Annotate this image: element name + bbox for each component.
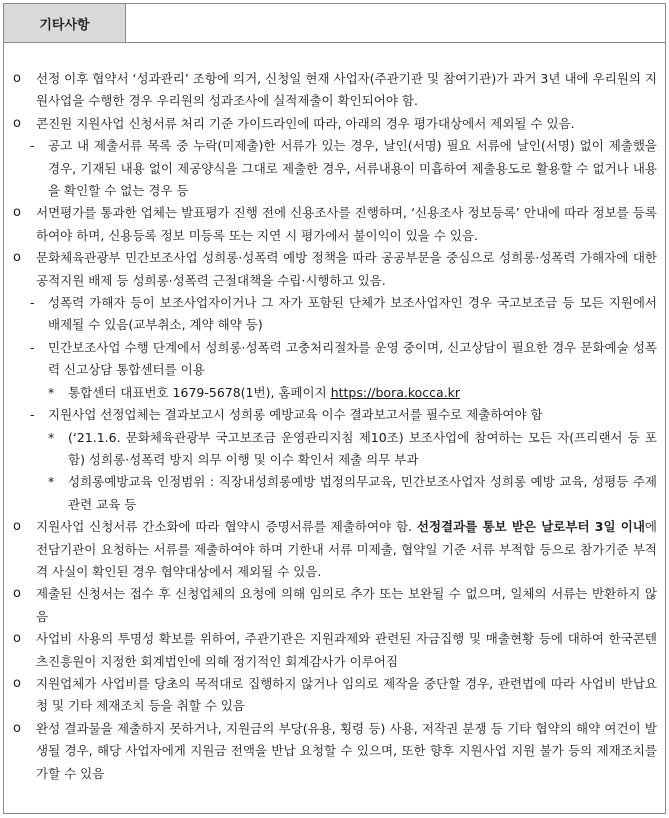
- item-text: 제출된 신청서는 접수 후 신청업체의 요청에 의해 임의로 추가 또는 보완될 수 없으며, 일체의 서류는 반환하지 않음: [36, 586, 657, 624]
- circle-bullet-icon: o: [13, 250, 21, 266]
- note-text: 통합센터 대표번호 1679-5678(1번), 홈페이지: [68, 384, 331, 400]
- item-text: 지원사업 신청서류 간소화에 따라 협약시 증명서류를 제출하여야 함.: [36, 519, 417, 535]
- item-text: 서면평가를 통과한 업체는 발표평가 진행 전에 신용조사를 진행하며, ‘신용조사 정보등록’ 안내에 따라 정보를 등록하여야 하며, 신용등록 정보 미등록 또는 지연 시 평가에서 불이익이 있을 수 있음.: [36, 205, 657, 243]
- list-item: [10, 628, 657, 673]
- item-text: 선정 이후 협약서 ‘성과관리’ 조항에 의거, 신청일 현재 사업자(주관기관 및 참여기관)가 과거 3년 내에 우리원의 지원사업을 수행한 경우 우리원의 성과조사에 실적제출이 확인되어야 함.: [36, 71, 657, 109]
- circle-bullet-icon: o: [13, 205, 21, 221]
- item-text: 콘진원 지원사업 신청서류 처리 기준 가이드라인에 따라, 아래의 경우 평가대상에서 제외될 수 있음.: [36, 115, 575, 131]
- item-text: 문화체육관광부 민간보조사업 성희롱·성폭력 예방 정책을 따라 공공부문을 중심으로 성희롱·성폭력 가해자에 대한 공적지원 배제 등 성희롱·성폭력 근절대책을 수립·시행하고 있음.: [36, 250, 657, 288]
- list-item: [10, 247, 657, 292]
- note-item: [10, 427, 657, 472]
- list-item: [10, 673, 657, 718]
- note-item: [10, 382, 657, 404]
- circle-bullet-icon: o: [13, 675, 21, 691]
- sub-item-text: 성폭력 가해자 등이 보조사업자이거나 그 자가 포함된 단체가 보조사업자인 경우 국고보조금 등 모든 지원에서 배제될 수 있음(교부취소, 계약 해약 등): [48, 295, 657, 333]
- note-item: [10, 471, 657, 516]
- deadline-emphasis: 선정결과를 통보 받은 날로부터 3일 이내: [416, 519, 645, 535]
- section-title: 기타사항: [4, 4, 126, 42]
- dash-marker: -: [30, 295, 35, 311]
- sub-item: [10, 337, 657, 382]
- dash-marker: -: [30, 138, 35, 154]
- dash-marker: -: [30, 407, 35, 423]
- list-item: [10, 68, 657, 113]
- circle-bullet-icon: o: [13, 586, 21, 602]
- item-text: 사업비 사용의 투명성 확보를 위하여, 주관기관은 지원과제와 관련된 자금집행 및 매출현황 등에 대하여 한국콘텐츠진흥원이 지정한 회계법인에 의해 정기적인 회계감사가 이루어짐: [36, 631, 657, 669]
- asterisk-marker: *: [48, 474, 55, 490]
- list-item: [10, 516, 657, 583]
- item-text: 에 전담기관이 요청하는 서류를 제출하여야 하며 기한내 서류 미제출, 협약일 기준 서류 부적합 등으로 참가기준 부적격 사실이 확인된 경우 협약대상에서 제외될 수 있음.: [36, 519, 657, 579]
- list-item: [10, 113, 657, 135]
- circle-bullet-icon: o: [13, 720, 21, 736]
- item-text: 완성 결과물을 제출하지 못하거나, 지원금의 부당(유용, 횡령 등) 사용, 저작권 분쟁 등 기타 협약의 해약 여건이 발생될 경우, 해당 사업자에게 지원금 전액을 반납 요청할 수 있으며, 또한 향후 지원사업 지원 불가 등의 제재조치를 가할 수 있음: [36, 720, 657, 781]
- note-text: (‘21.1.6. 문화체육관광부 국고보조금 운영관리지침 제10조) 보조사업에 참여하는 모든 자(프리랜서 등 포함) 성희롱·성폭력 방지 의무 이행 및 이수 확인서 제출 의무 부과: [68, 429, 657, 467]
- dash-marker: -: [30, 339, 35, 355]
- note-text: 성희롱예방교육 인정범위 : 직장내성희롱예방 법정의무교육, 민간보조사업자 성희롱 예방 교육, 성평등 주제 관련 교육 등: [68, 474, 657, 512]
- table-header-row: [4, 4, 665, 43]
- list-item: [10, 202, 657, 247]
- circle-bullet-icon: o: [13, 71, 21, 86]
- item-text: 지원업체가 사업비를 당초의 목적대로 집행하지 않거나 임의로 제작을 중단할 경우, 관련법에 따라 사업비 반납요청 및 기타 제재조치 등을 취할 수 있음: [36, 675, 657, 714]
- circle-bullet-icon: o: [13, 631, 21, 647]
- sub-item-text: 민간보조사업 수행 단계에서 성희롱·성폭력 고충처리절차를 운영 중이며, 신고상담이 필요한 경우 문화예술 성폭력 신고상담 통합센터를 이용: [48, 339, 657, 378]
- circle-bullet-icon: o: [13, 519, 21, 535]
- list-item: [10, 718, 657, 785]
- asterisk-marker: *: [48, 384, 55, 400]
- circle-bullet-icon: o: [13, 115, 21, 131]
- sub-item: [10, 135, 657, 202]
- notice-table: [3, 3, 666, 814]
- sub-item: [10, 404, 657, 426]
- homepage-link[interactable]: https://bora.kocca.kr: [330, 384, 461, 400]
- sub-item-text: 지원사업 선정업체는 결과보고시 성희롱 예방교육 이수 결과보고서를 필수로 제출하여야 함: [48, 407, 543, 423]
- header-blank-cell: [126, 4, 665, 42]
- notice-content: [4, 43, 665, 785]
- sub-item-text: 공고 내 제출서류 목록 중 누락(미제출)한 서류가 있는 경우, 날인(서명) 필요 서류에 날인(서명) 없이 제출했을 경우, 기재된 내용 없이 제공양식을 그대로 제출한 경우, 서류내용이 미흡하여 제출용도로 활용할 수 없거나 내용을 확인할 수 없는 경우 등: [48, 138, 657, 199]
- sub-item: [10, 292, 657, 337]
- asterisk-marker: *: [48, 429, 55, 445]
- list-item: [10, 583, 657, 628]
